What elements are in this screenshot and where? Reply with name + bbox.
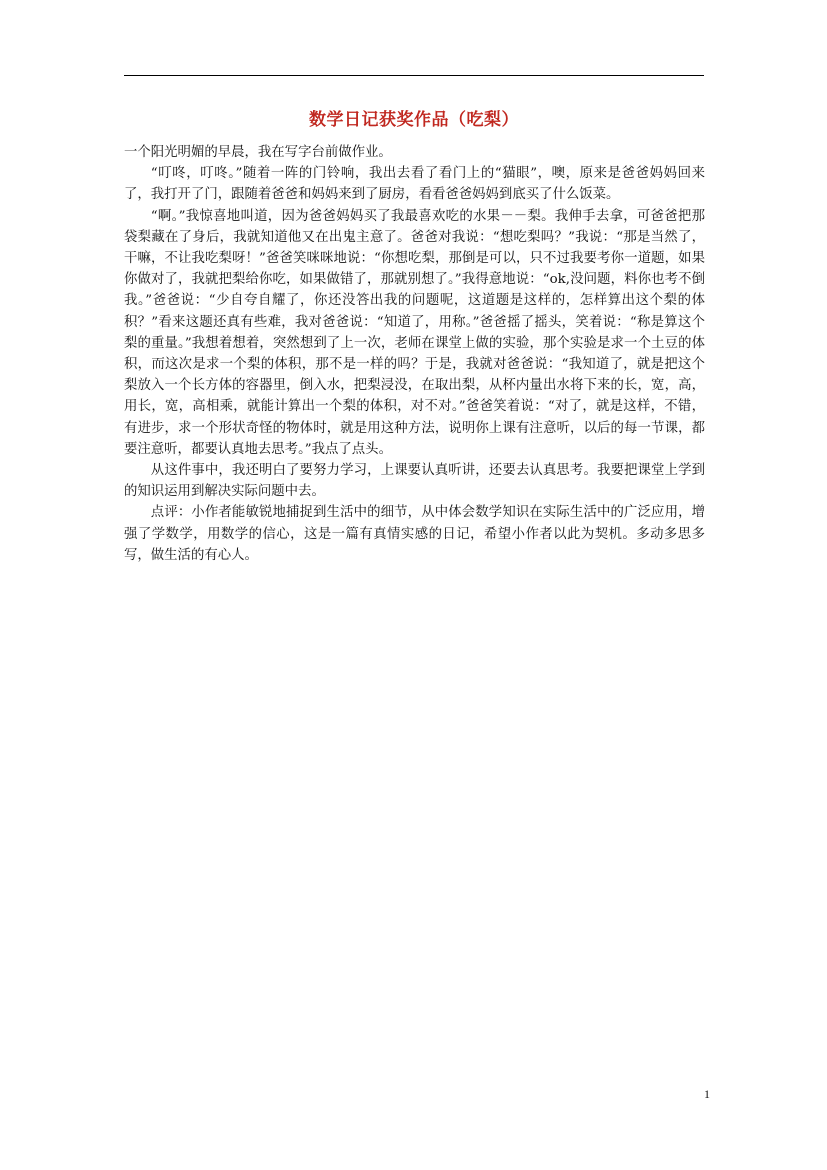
paragraph-3: “啊。”我惊喜地叫道，因为爸爸妈妈买了我最喜欢吃的水果－－梨。我伸手去拿，可爸爸把那袋梨藏在了身后，我就知道他又在出鬼主意了。爸爸对我说：“想吃梨吗？”我说：“那是当然了，干嘛，不让我吃梨呀！”爸爸笑咪咪地说：“你想吃梨，那倒是可以，只不过我要考你一道题，如果你做对了，我就把梨给你吃，如果做错了，那就别想了。”我得意地说：“ok,没问题，料你也考不倒我。”爸爸说：“少自夸自耀了，你还没答出我的问题呢，这道题是这样的，怎样算出这个梨的体积？”看来这题还真有些难，我对爸爸说：“知道了，用称。”爸爸摇了摇头，笑着说：“称是算这个梨的重量。”我想着想着，突然想到了上一次，老师在课堂上做的实验，那个实验是求一个土豆的体积，而这次是求一个梨的体积，那不是一样的吗？于是，我就对爸爸说：“我知道了，就是把这个梨放入一个长方体的容器里，倒入水，把梨浸没，在取出梨，从杯内量出水将下来的长，宽，高，用长，宽，高相乘，就能计算出一个梨的体积，对不对。”爸爸笑着说：“对了，就是这样，不错，有进步，求一个形状奇怪的物体时，就是用这种方法，说明你上课有注意听，以后的每一节课，都要注意听，都要认真地去思考。”我点了点头。 [124,208,705,457]
paragraph-2: “叮咚，叮咚。”随着一阵的门铃响，我出去看了看门上的“猫眼”，噢，原来是爸爸妈妈回来了，我打开了门，跟随着爸爸和妈妈来到了厨房，看看爸爸妈妈到底买了什么饭菜。 [124,166,705,203]
paragraph-5-comment: 点评：小作者能敏锐地捕捉到生活中的细节，从中体会数学知识在实际生活中的广泛应用，增强了学数学，用数学的信心，这是一篇有真情实感的日记，希望小作者以此为契机。多动多思多写，做生活的有心人。 [124,505,705,563]
paragraph-4: 从这件事中，我还明白了要努力学习，上课要认真听讲，还要去认真思考。我要把课堂上学到的知识运用到解决实际问题中去。 [124,463,705,500]
header-rule [124,75,704,76]
page-number: 1 [704,1087,710,1101]
document-title: 数学日记获奖作品（吃梨） [309,110,519,130]
document-body [124,142,705,566]
paragraph-1: 一个阳光明媚的早晨，我在写字台前做作业。 [124,145,392,160]
